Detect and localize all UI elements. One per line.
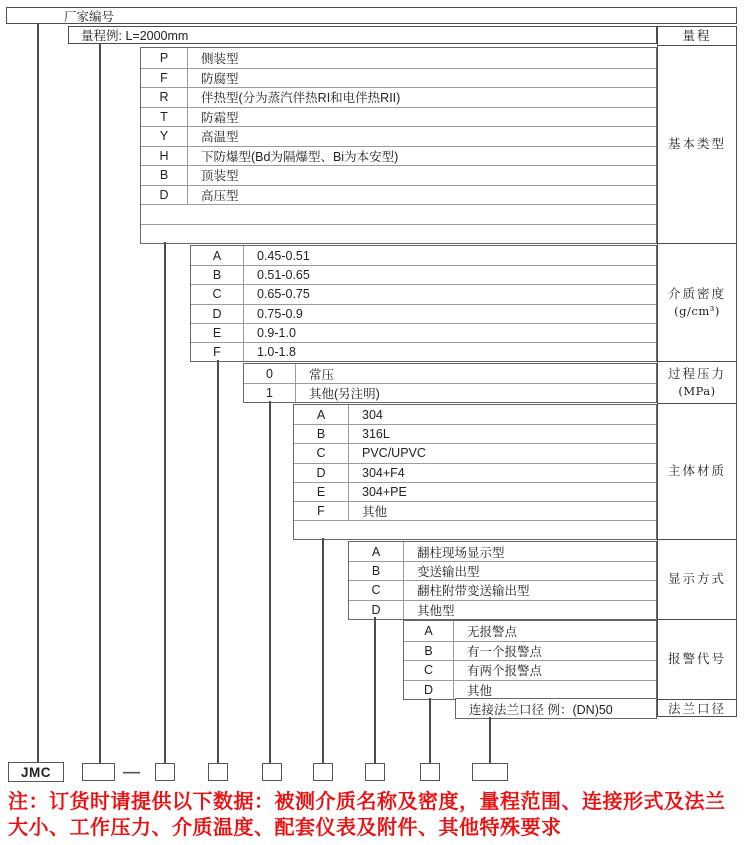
table-row — [404, 621, 656, 641]
desc-cell: 1.0-1.8 — [257, 345, 296, 360]
table-row — [294, 520, 656, 539]
code-cell: C — [294, 444, 349, 462]
code-cell: Y — [141, 127, 188, 146]
table-row — [294, 443, 656, 462]
code-cell: D — [141, 186, 188, 205]
code-cell: D — [191, 305, 244, 323]
desc-cell: 侧装型 — [201, 51, 239, 66]
desc-cell: 变送输出型 — [417, 565, 480, 580]
table-row — [191, 323, 656, 342]
code-cell: A — [191, 246, 244, 265]
table-row — [141, 224, 656, 244]
code-cell: A — [404, 621, 454, 641]
table-row — [191, 246, 656, 265]
section-process-pressure — [243, 363, 657, 403]
code-cell: H — [141, 147, 188, 166]
desc-cell: 304 — [362, 407, 383, 422]
range-example-label: 量程例: L=2000mm — [81, 29, 189, 43]
code-cell: E — [294, 483, 349, 501]
label-cell-display-mode — [658, 539, 736, 619]
table-row — [191, 284, 656, 303]
table-row — [294, 405, 656, 424]
desc-cell: 防霜型 — [201, 110, 239, 125]
table-row — [141, 107, 656, 127]
connector-line — [99, 44, 101, 763]
category-label: 过程压力 — [667, 366, 726, 382]
category-label: 报警代号 — [667, 651, 726, 667]
code-cell: B — [294, 425, 349, 443]
code-cell: F — [294, 502, 349, 520]
desc-cell: 下防爆型(Bd为隔爆型、Bi为本安型) — [201, 149, 399, 164]
code-cell: 1 — [244, 384, 296, 402]
connector-line — [37, 24, 39, 763]
connector-line — [322, 538, 324, 763]
table-row — [294, 424, 656, 443]
desc-cell: 其他(另注明) — [309, 387, 380, 402]
table-row — [294, 482, 656, 501]
table-row — [141, 48, 656, 68]
model-code-box — [472, 763, 508, 781]
model-code-box — [313, 763, 333, 781]
code-cell: C — [404, 661, 454, 680]
label-cell-medium-density — [658, 243, 736, 361]
desc-cell: 高温型 — [201, 130, 239, 145]
code-cell: D — [404, 681, 454, 700]
table-row — [349, 600, 656, 619]
table-row — [141, 126, 656, 146]
table-row — [456, 699, 656, 718]
code-cell: D — [349, 601, 404, 619]
desc-cell: 其他 — [362, 505, 388, 520]
desc-cell: 高压型 — [201, 188, 239, 203]
desc-cell: 其他 — [467, 683, 493, 698]
category-label: 基本类型 — [667, 136, 726, 152]
section-alarm-code — [403, 620, 657, 700]
category-label: 介质密度 — [667, 286, 726, 302]
code-cell: E — [191, 324, 244, 342]
code-cell: P — [141, 48, 188, 68]
table-row — [244, 383, 656, 402]
connector-line — [269, 401, 271, 763]
model-code-box — [262, 763, 282, 781]
connector-line — [164, 242, 166, 763]
desc-cell: 无报警点 — [467, 624, 518, 639]
label-cell-range — [658, 27, 736, 45]
model-code-box — [420, 763, 440, 781]
code-cell: C — [191, 285, 244, 303]
desc-cell: 翻柱现场显示型 — [417, 545, 505, 560]
section-medium-density — [190, 245, 657, 362]
table-row — [141, 68, 656, 88]
connector-line — [374, 617, 376, 763]
code-cell: T — [141, 108, 188, 127]
order-note-line1: 注：订货时请提供以下数据：被测介质名称及密度，量程范围、连接形式及法兰 — [8, 791, 726, 813]
manufacturer-code-label: 厂家编号 — [64, 9, 115, 24]
desc-cell: 有两个报警点 — [467, 664, 543, 679]
table-row — [294, 463, 656, 482]
model-code-box — [365, 763, 385, 781]
table-row — [141, 165, 656, 185]
connector-line — [429, 698, 431, 763]
code-cell: B — [141, 166, 188, 185]
code-cell: C — [349, 581, 404, 599]
desc-cell: 常压 — [309, 367, 335, 382]
code-cell: F — [141, 69, 188, 88]
dash-separator: — — [123, 761, 140, 781]
section-basic-type — [140, 47, 657, 244]
model-prefix-box — [8, 762, 64, 782]
label-cell-flange-size — [658, 699, 736, 718]
range-example-row — [68, 26, 657, 44]
code-cell: A — [294, 405, 349, 424]
table-row — [141, 185, 656, 205]
table-row — [191, 265, 656, 284]
desc-cell: 0.75-0.9 — [257, 306, 303, 321]
desc-cell: 316L — [362, 427, 390, 442]
label-cell-process-pressure — [658, 361, 736, 403]
table-row — [141, 204, 656, 224]
desc-cell: 304+PE — [362, 484, 407, 499]
section-display-mode — [348, 541, 657, 620]
table-row — [349, 580, 656, 599]
model-code-box — [208, 763, 228, 781]
table-row — [294, 501, 656, 520]
code-cell: D — [294, 464, 349, 482]
table-row — [244, 364, 656, 383]
model-code-box — [82, 763, 115, 781]
code-cell: B — [191, 266, 244, 284]
code-cell: A — [349, 542, 404, 561]
table-row — [404, 641, 656, 661]
model-code-box — [155, 763, 175, 781]
desc-cell: 伴热型(分为蒸汽伴热RI和电伴热RII) — [201, 91, 401, 106]
label-cell-body-material — [658, 403, 736, 539]
desc-cell: 防腐型 — [201, 71, 239, 86]
category-unit: (MPa) — [678, 383, 716, 398]
connector-line — [489, 717, 491, 763]
label-cell-basic-type — [658, 45, 736, 243]
table-row — [349, 561, 656, 580]
category-label-column — [657, 26, 737, 717]
table-row — [141, 146, 656, 166]
desc-cell: 连接法兰口径 例：(DN)50 — [469, 702, 613, 717]
desc-cell: 翻柱附带变送输出型 — [417, 584, 530, 599]
category-label: 主体材质 — [667, 463, 726, 479]
code-cell: B — [404, 642, 454, 661]
category-unit: (g/cm³) — [674, 303, 720, 318]
table-row — [404, 660, 656, 680]
code-cell: R — [141, 88, 188, 107]
desc-cell: 有一个报警点 — [467, 644, 543, 659]
code-cell: 0 — [244, 364, 296, 383]
category-label: 法兰口径 — [667, 700, 726, 716]
table-row — [191, 304, 656, 323]
section-flange-size — [455, 698, 657, 719]
model-prefix-label: JMC — [20, 764, 51, 780]
code-cell: B — [349, 562, 404, 580]
desc-cell: 其他型 — [417, 603, 455, 618]
desc-cell: 顶装型 — [201, 169, 239, 184]
desc-cell: PVC/UPVC — [362, 446, 426, 461]
manufacturer-code-row — [6, 7, 737, 24]
category-label: 量程 — [682, 27, 712, 43]
order-note-line2: 大小、工作压力、介质温度、配套仪表及附件、其他特殊要求 — [8, 817, 562, 839]
category-label: 显示方式 — [667, 571, 726, 587]
connector-line — [217, 360, 219, 763]
label-cell-alarm-code — [658, 619, 736, 699]
table-row — [349, 542, 656, 561]
desc-cell: 0.65-0.75 — [257, 287, 310, 302]
table-row — [141, 87, 656, 107]
table-row — [191, 342, 656, 361]
desc-cell: 0.51-0.65 — [257, 268, 310, 283]
code-cell: F — [191, 343, 244, 361]
section-body-material — [293, 404, 657, 540]
desc-cell: 0.9-1.0 — [257, 325, 296, 340]
desc-cell: 0.45-0.51 — [257, 248, 310, 263]
table-row — [404, 680, 656, 700]
order-note — [8, 789, 748, 841]
desc-cell: 304+F4 — [362, 465, 405, 480]
